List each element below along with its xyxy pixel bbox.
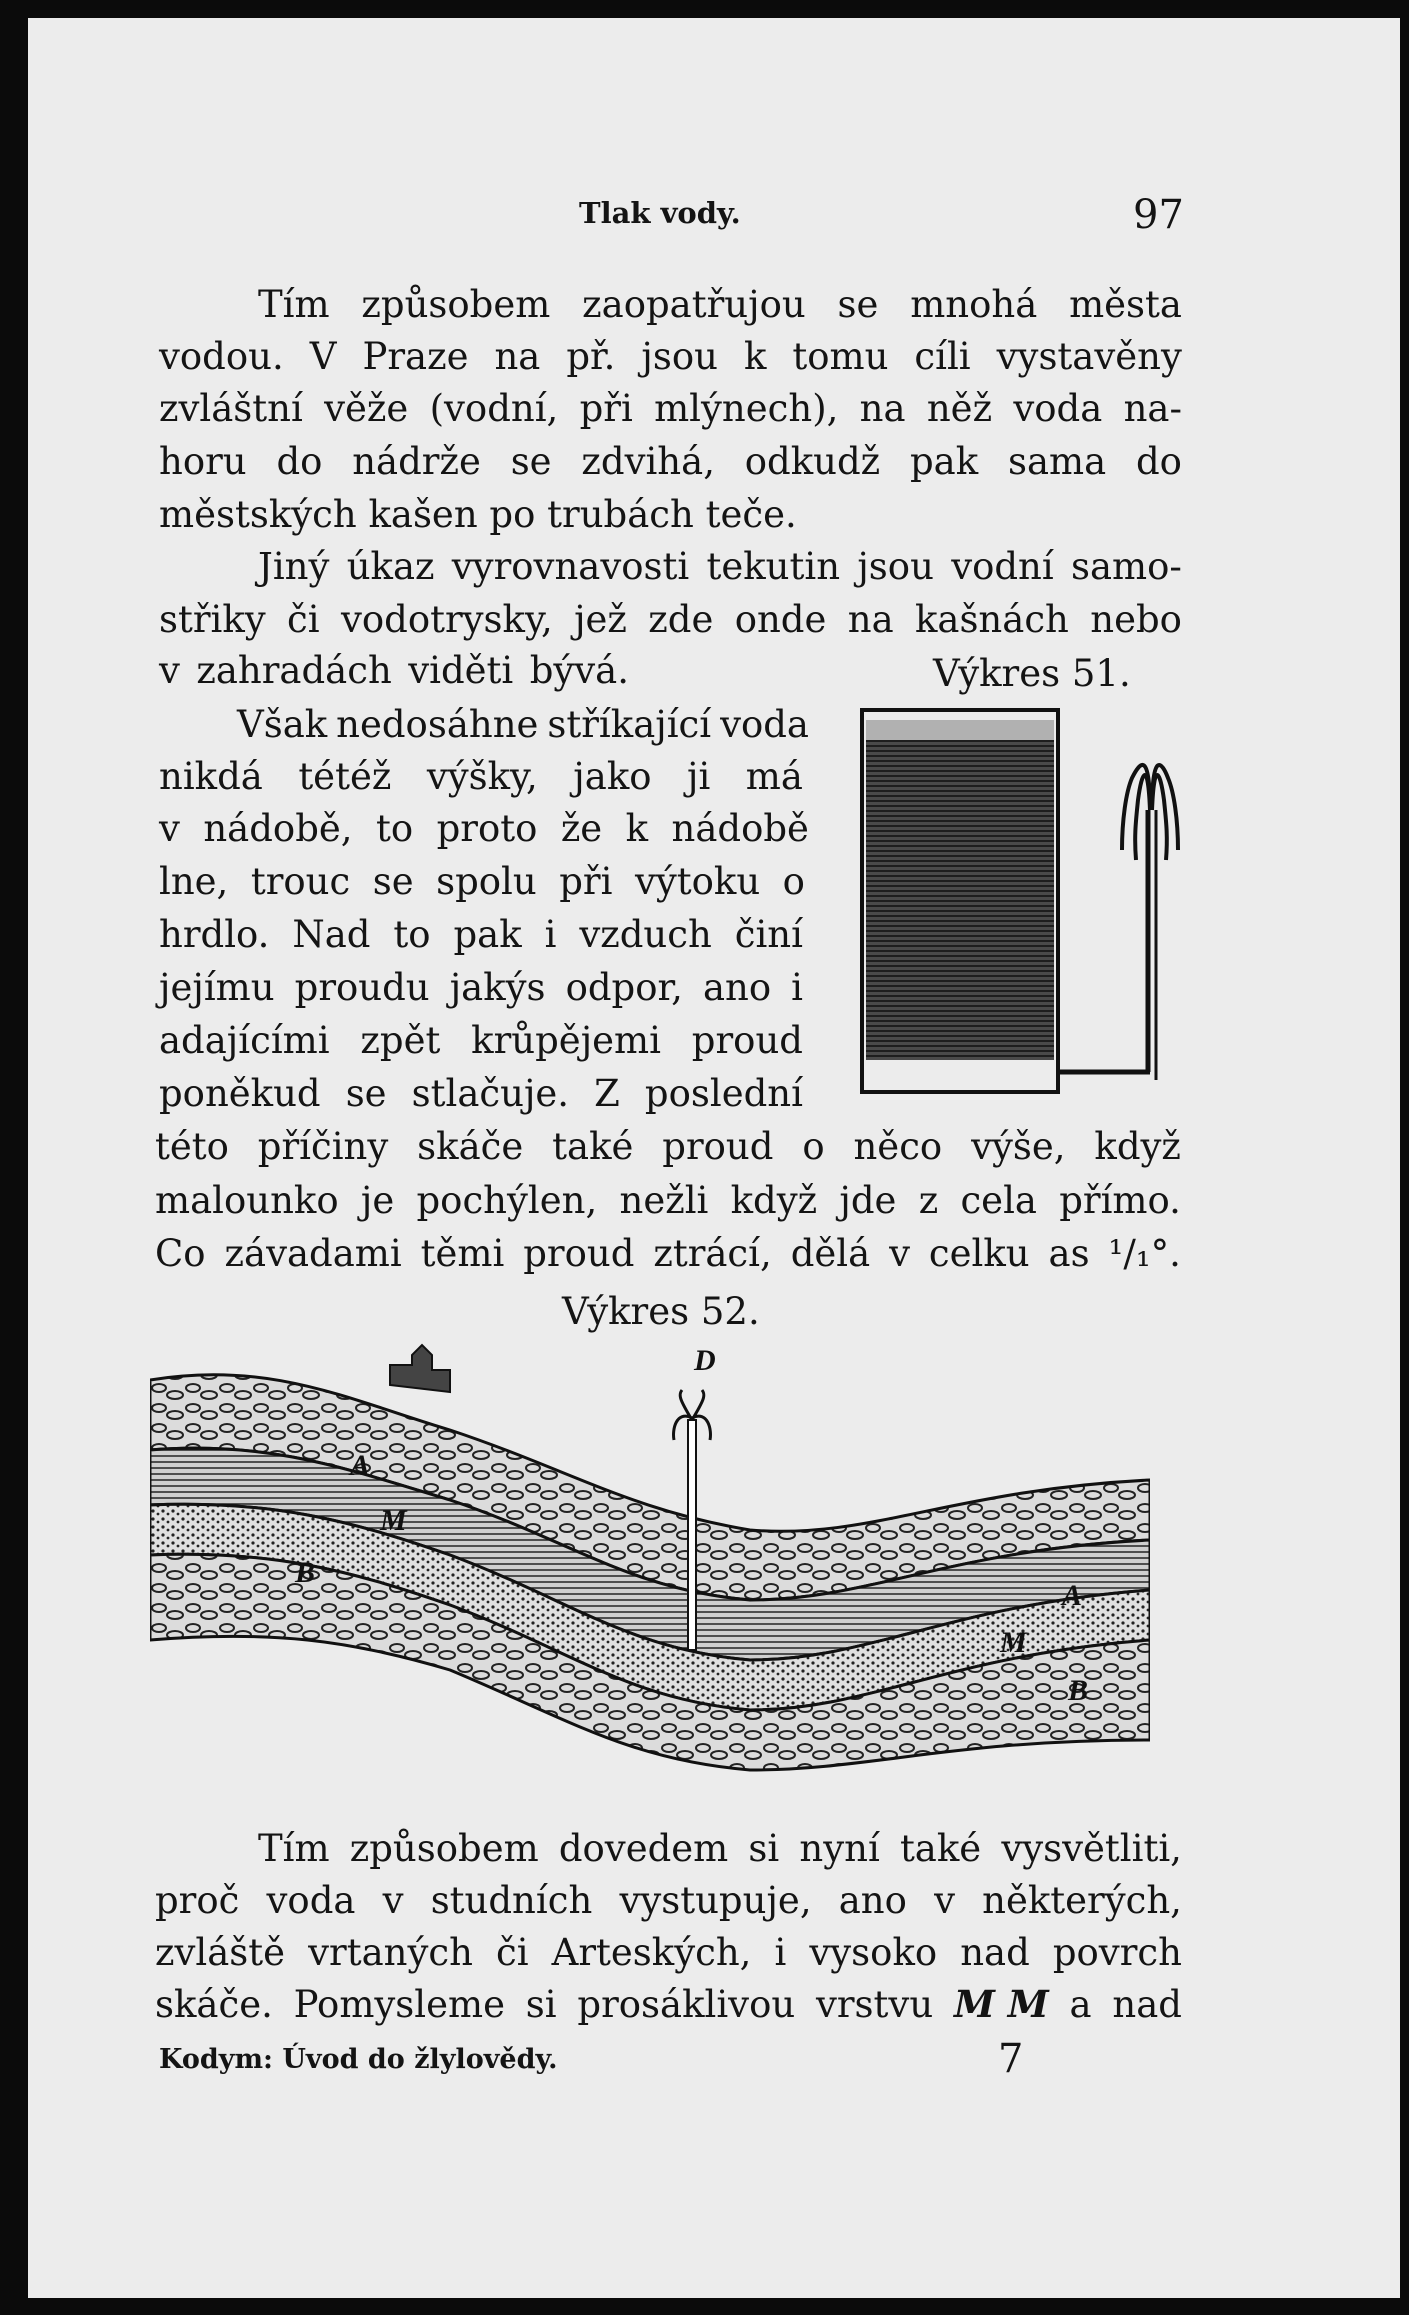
word: zvláštní [159,387,303,430]
word: vodní [951,545,1054,588]
word: krůpějemi [471,1019,661,1062]
word: i [544,913,557,956]
word: jsou [641,335,718,378]
word: pak [453,913,522,956]
word: kašnách [914,598,1069,641]
word: způsobem [361,283,551,326]
word: stříkající [547,703,712,746]
word: jejímu [159,966,275,1009]
figure-52-label: Výkres 52. [562,1290,760,1333]
word: Nad [292,913,371,956]
word: jakýs [449,966,546,1009]
word: voda [266,1879,356,1922]
word: proud [523,1232,635,1275]
word: přímo. [1059,1179,1181,1222]
word: také [899,1827,982,1870]
label-a-left: A [350,1449,371,1482]
word: (vodní, [429,387,559,430]
word: ztrácí, [653,1232,772,1275]
word: cela [960,1179,1037,1222]
word: Pomysleme [293,1983,505,2026]
word: Jiný [258,545,330,588]
word: výtoku [634,860,761,903]
paragraph3-line-9 [155,1125,1181,1168]
word: ji [687,755,711,798]
word: se [345,1072,387,1115]
word: nyní [799,1827,880,1870]
label-b-right: B [1068,1674,1089,1707]
figure-51-label: Výkres 51. [933,652,1131,695]
word: v [889,1232,910,1275]
word: že [560,807,603,850]
word: vystavěny [996,335,1182,378]
word: zaopatřujou [582,283,806,326]
word: se [372,860,414,903]
word: proudu [294,966,430,1009]
paragraph2-line-3 [159,649,629,692]
castle [390,1345,450,1392]
word: zde [648,598,714,641]
word: si [748,1827,780,1870]
word: mlýnech), [654,387,839,430]
word: hrdlo. [159,913,270,956]
paragraph1-line-3 [159,387,1182,430]
word: nádobě [671,807,809,850]
word: Tím [258,283,330,326]
word: vysvětliti, [1001,1827,1182,1870]
paragraph3-line-6 [159,966,803,1009]
word: způsobem [349,1827,539,1870]
word: zvláště [155,1931,286,1974]
footer-book-title: Kodym: Úvod do žlylovědy. [159,2044,558,2075]
word: když [730,1179,818,1222]
word: tétéž [298,755,392,798]
word: v [159,807,180,850]
word: proto [436,807,538,850]
word: či [495,1931,529,1974]
word: nikdá [159,755,263,798]
label-b-left: B [295,1556,316,1589]
word: vodotrysky, [340,598,553,641]
word: ano [702,966,772,1009]
word: adajícími [159,1019,330,1062]
paragraph4-line-3 [155,1931,1182,1974]
word: dovedem [558,1827,729,1870]
word: stlačuje. [411,1072,570,1115]
word: v [382,1879,404,1922]
word: pak [909,440,979,483]
paragraph3-line-3 [159,807,809,850]
word: se [510,440,552,483]
word: výšky, [426,755,538,798]
word: proč [155,1879,240,1922]
well-pipe [688,1420,696,1650]
word: vystupuje, [619,1879,812,1922]
word: do [276,440,323,483]
paragraph1-line-4 [159,440,1182,483]
word: k [625,807,649,850]
word: skáče. [155,1983,273,2026]
word: těmi [420,1232,505,1275]
word: nad [960,1931,1030,1974]
word: zahradách [196,649,392,692]
word: Z [594,1072,620,1115]
word: as [1048,1232,1090,1275]
word: pochýlen, [416,1179,598,1222]
word: dělá [790,1232,871,1275]
word: na- [1123,387,1182,430]
word: proud [691,1019,803,1062]
word: a [1069,1983,1092,2026]
paragraph3-line-11 [155,1232,1181,1275]
vessel-water [866,740,1054,1060]
word: ano [838,1879,907,1922]
word: onde [734,598,827,641]
word: mnohá [910,283,1038,326]
word: této [155,1125,229,1168]
word: nežli [619,1179,709,1222]
label-d: D [694,1344,716,1377]
label-a-right: A [1062,1579,1083,1612]
paragraph3-line-7 [159,1019,803,1062]
word: tekutin [706,545,841,588]
word: jako [573,755,652,798]
word: Praze [362,335,469,378]
word: na [847,598,894,641]
word: z [918,1179,939,1222]
word: sama [1007,440,1107,483]
word: viděti [408,649,514,692]
word: povrch [1052,1931,1182,1974]
word: při [559,860,613,903]
word: M M [953,1982,1049,2026]
word: vysoko [809,1931,938,1974]
word: prosáklivou [577,1983,796,2026]
word: Však [237,703,328,746]
word: k [743,335,767,378]
word: zdvihá, [581,440,715,483]
word: trouc [250,860,351,903]
word: V [309,335,337,378]
word: horu [159,440,247,483]
word: odkudž [744,440,881,483]
word: zpět [360,1019,441,1062]
word: vrtaných [308,1931,473,1974]
word: samo- [1071,545,1182,588]
word: na [859,387,906,430]
word: vrstvu [815,1983,934,2026]
word: když [1094,1125,1181,1168]
word: je [360,1179,395,1222]
word: proud [662,1125,774,1168]
word: nádrže [352,440,481,483]
word: nádobě, [203,807,353,850]
word: to [375,807,414,850]
word: skáče [417,1125,524,1168]
paragraph3-line-5 [159,913,803,956]
word: se [837,283,879,326]
word: celku [928,1232,1030,1275]
word: i [774,1931,787,1974]
word: odpor, [565,966,683,1009]
word: vodou. [159,335,284,378]
word: o [782,860,805,903]
word: něž [926,387,993,430]
paragraph2-line-2 [159,598,1182,641]
word: jež [574,598,627,641]
word: bývá. [529,649,629,692]
label-m-left: M [380,1504,407,1537]
word: př. [566,335,616,378]
word: cíli [914,335,971,378]
word: voda [720,703,809,746]
word: Tím [258,1827,330,1870]
word: voda [1013,387,1103,430]
word: jde [839,1179,897,1222]
page-number: 97 [1133,192,1184,238]
paragraph3-line-4 [159,860,805,903]
word: nad [1112,1983,1182,2026]
signature-mark: 7 [998,2036,1024,2082]
figure-52-geology [150,1340,1150,1790]
word: studních [430,1879,593,1922]
word: i [791,966,803,1009]
word: závadami [224,1232,402,1275]
paragraph2-line-1 [258,545,1182,588]
word: v [934,1879,955,1922]
label-m-right: M [1000,1626,1027,1659]
word: na [494,335,541,378]
paragraph3-line-10 [155,1179,1181,1222]
word: něco [853,1125,943,1168]
word: si [525,1983,557,2026]
word: výše, [971,1125,1066,1168]
word: či [287,598,320,641]
word: vzduch [579,913,712,956]
word: některých, [982,1879,1182,1922]
word: v [159,649,180,692]
word: Co [155,1232,206,1275]
word: činí [734,913,803,956]
word: lne, [159,860,229,903]
word: tomu [792,335,889,378]
word: spolu [436,860,537,903]
word: Arteských, [551,1931,752,1974]
word: úkaz [346,545,435,588]
paragraph3-line-8 [159,1072,803,1115]
word: nedosáhne [336,703,539,746]
word: také [552,1125,634,1168]
word: to [393,913,431,956]
word: příčiny [257,1125,389,1168]
running-header-title: Tlak vody. [579,196,741,230]
word: věže [324,387,409,430]
word: malounko [155,1179,339,1222]
word: poněkud [159,1072,321,1115]
word: ¹/₁°. [1108,1232,1181,1275]
paragraph1-line-5: městských kašen po trubách teče. [159,493,797,536]
word: poslední [644,1072,803,1115]
word: nebo [1090,598,1182,641]
word: střiky [159,598,266,641]
word: vyrovnavosti [451,545,690,588]
paragraph3-line-2 [159,755,803,798]
paragraph4-line-4 [155,1982,1182,2026]
paragraph3-line-1 [237,703,809,746]
paragraph1-line-2 [159,335,1182,378]
word: o [802,1125,825,1168]
word: při [579,387,633,430]
word: města [1069,283,1182,326]
word: do [1135,440,1182,483]
figure-51-fountain-vessel [850,700,1210,1110]
word: má [745,755,803,798]
paragraph4-line-1 [258,1827,1182,1870]
paragraph4-line-2 [155,1879,1182,1922]
word: jsou [857,545,934,588]
paragraph1-line-1 [258,283,1182,326]
